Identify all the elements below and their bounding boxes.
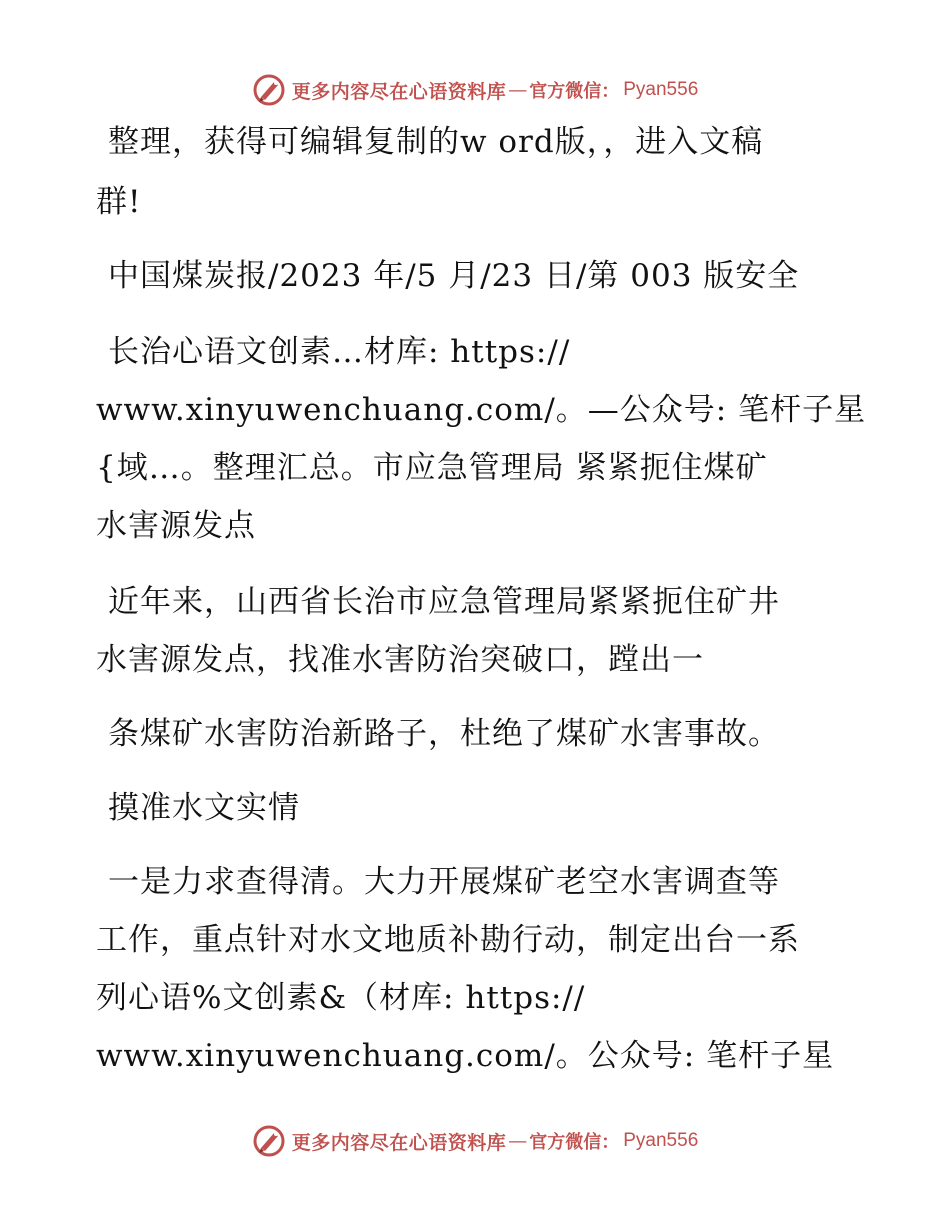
body-line: 近年来，山西省长治市应急管理局紧紧扼住矿井 [108, 584, 780, 620]
header-separator: — [508, 79, 528, 101]
footer-wechat-label: 官方微信： [529, 1132, 620, 1153]
body-line: 群! [96, 184, 142, 220]
body-line: 工作，重点针对水文地质补勘行动，制定出台一系 [96, 922, 800, 958]
footer-separator: — [508, 1130, 528, 1152]
body-line: {域…。整理汇总。市应急管理局 紧紧扼住煤矿 [96, 450, 768, 486]
footer-site-text: 更多内容尽在心语资料库 [291, 1131, 507, 1154]
body-line: 整理，获得可编辑复制的w ord版，，进入文稿 [108, 124, 764, 160]
footer-wechat-id: Pyan556 [623, 1130, 699, 1151]
header-site-text: 更多内容尽在心语资料库 [291, 80, 507, 103]
body-line: 一是力求查得清。大力开展煤矿老空水害调查等 [108, 864, 780, 900]
pen-logo-icon [252, 73, 286, 107]
body-line: 长治心语文创素…材库: https:// [108, 334, 571, 370]
body-line: 中国煤炭报/2023 年/5 月/23 日/第 003 版安全 [108, 258, 800, 294]
header-wechat-id: Pyan556 [623, 79, 699, 100]
body-line: www.xinyuwenchuang.com/。—公众号: 笔杆子星 [96, 392, 867, 428]
body-line: 条煤矿水害防治新路子，杜绝了煤矿水害事故。 [108, 716, 780, 752]
body-line: 列心语%文创素&（材库: https:// [96, 980, 586, 1016]
footer-banner [0, 1121, 950, 1161]
body-line: www.xinyuwenchuang.com/。公众号: 笔杆子星 [96, 1038, 835, 1074]
header-wechat-label: 官方微信： [529, 81, 620, 102]
body-line: 水害源发点，找准水害防治突破口，蹚出一 [96, 642, 704, 678]
body-line: 摸准水文实情 [108, 790, 300, 826]
header-banner [0, 70, 950, 110]
pen-logo-icon [252, 1124, 286, 1158]
body-line: 水害源发点 [96, 508, 256, 544]
